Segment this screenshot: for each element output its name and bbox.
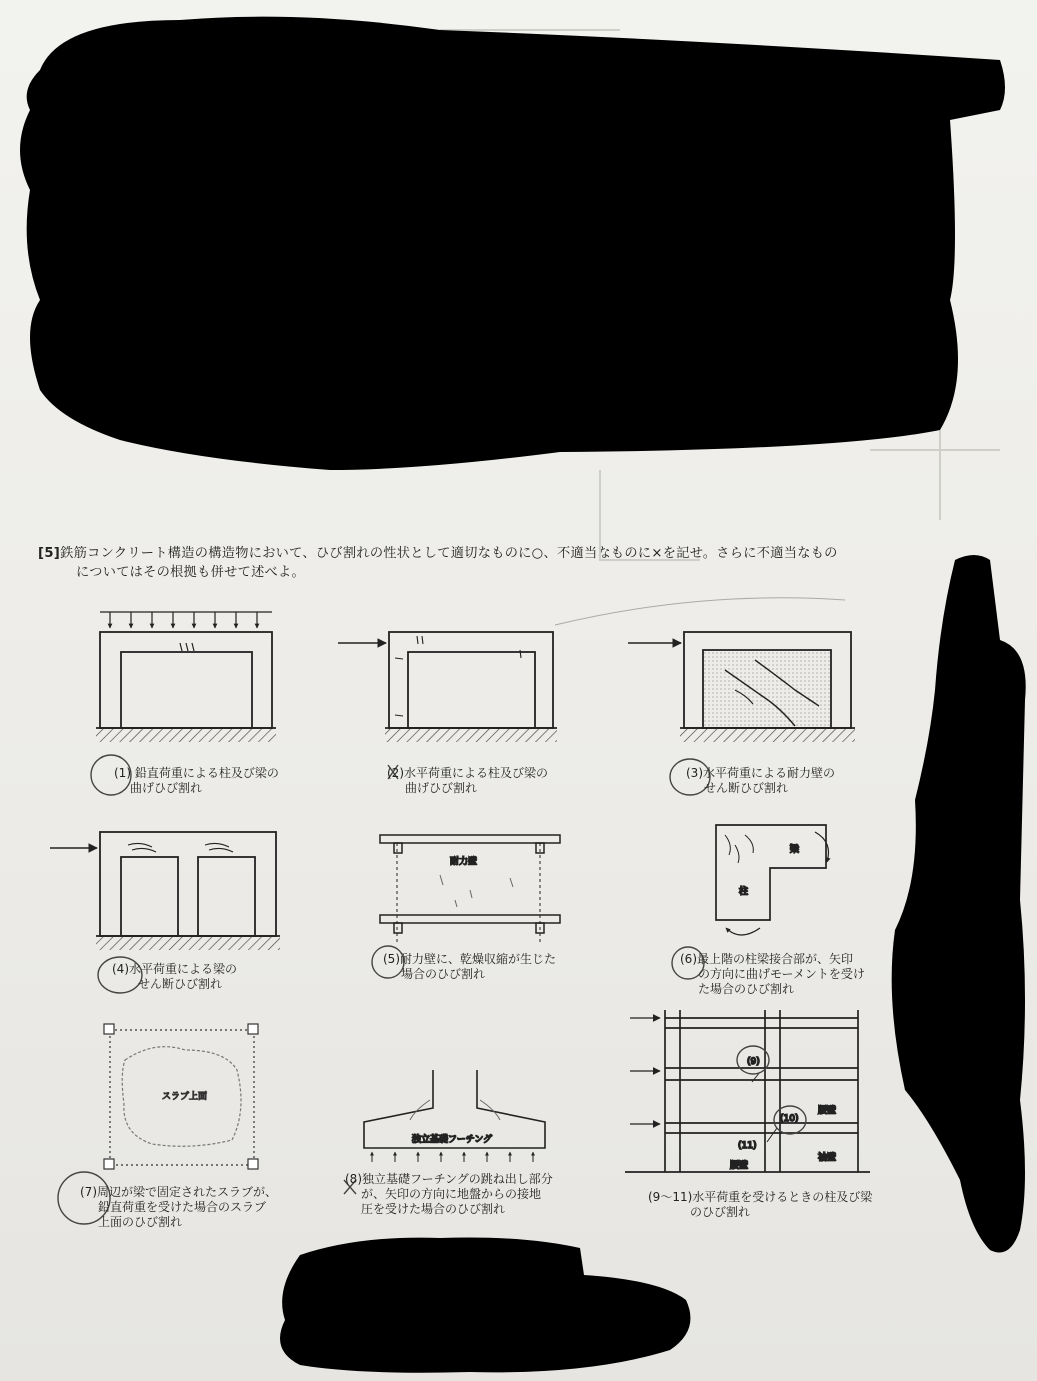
caption-8-line-3: 圧を受けた場合のひび割れ bbox=[361, 1202, 506, 1216]
label-wing-wall: 袖壁 bbox=[818, 1153, 837, 1163]
caption-6-line-3: た場合のひび割れ bbox=[698, 982, 795, 996]
caption-7-line-2: 鉛直荷重を受けた場合のスラブ bbox=[98, 1200, 267, 1214]
caption-8-line-1: (8)独立基礎フーチングの跳ね出し部分 bbox=[345, 1172, 553, 1186]
caption-2-line-2: 曲げひび割れ bbox=[405, 781, 478, 795]
label-footing: 独立基礎フーチング bbox=[412, 1135, 493, 1145]
caption-7-line-3: 上面のひび割れ bbox=[98, 1215, 183, 1229]
question-line-2: についてはその根拠も併せて述べよ。 bbox=[76, 565, 306, 580]
label-column: 柱 bbox=[739, 887, 749, 897]
caption-3-line-1: (3)水平荷重による耐力壁の bbox=[686, 766, 835, 780]
caption-8-line-2: が、矢印の方向に地盤からの接地 bbox=[361, 1187, 542, 1201]
caption-1-line-2: 曲げひび割れ bbox=[130, 781, 203, 795]
redaction-bottom bbox=[280, 1237, 690, 1372]
question-line-1: 鉄筋コンクリート構造の構造物において、ひび割れの性状として適切なものに○、不適当なものに×を記せ。さらに不適当なもの bbox=[60, 546, 838, 561]
caption-2-line-1: (2)水平荷重による柱及び梁の bbox=[387, 766, 548, 780]
caption-9-11-line-2: のひび割れ bbox=[690, 1205, 751, 1219]
caption-9-11-line-1: (9～11)水平荷重を受けるときの柱及び梁 bbox=[648, 1190, 873, 1204]
caption-5-line-1: (5)耐力壁に、乾燥収縮が生じた bbox=[383, 952, 556, 966]
caption-6-line-2: の方向に曲げモーメントを受け bbox=[698, 967, 865, 981]
label-n9: (9) bbox=[747, 1057, 760, 1067]
caption-7-line-1: (7)周辺が梁で固定されたスラブが、 bbox=[80, 1185, 277, 1199]
caption-4-line-1: (4)水平荷重による梁の bbox=[112, 962, 237, 976]
redaction-right bbox=[892, 555, 1026, 1253]
label-spandrel-1: 腰壁 bbox=[818, 1106, 837, 1116]
label-slab: スラブ上面 bbox=[162, 1092, 208, 1102]
label-beam: 梁 bbox=[790, 845, 800, 855]
caption-4-line-2: せん断ひび割れ bbox=[138, 977, 223, 991]
redaction-top bbox=[20, 17, 1005, 470]
caption-3-line-2: せん断ひび割れ bbox=[704, 781, 789, 795]
label-n10: (10) bbox=[780, 1114, 799, 1124]
question-number: [5] bbox=[38, 546, 61, 561]
label-n11: (11) bbox=[738, 1141, 757, 1151]
caption-1-line-1: (1) 鉛直荷重による柱及び梁の bbox=[114, 766, 279, 780]
label-spandrel-2: 腰壁 bbox=[730, 1161, 749, 1171]
caption-5-line-2: 場合のひび割れ bbox=[401, 967, 486, 981]
caption-6-line-1: (6)最上階の柱梁接合部が、矢印 bbox=[680, 952, 853, 966]
label-wall: 耐力壁 bbox=[450, 857, 478, 867]
